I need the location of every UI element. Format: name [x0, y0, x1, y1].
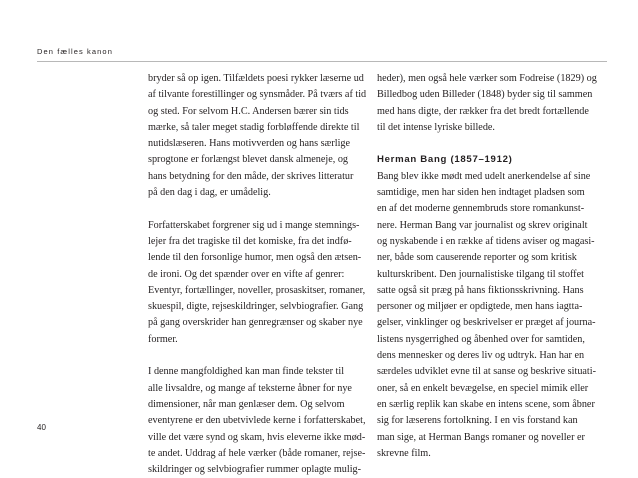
text-line: kulturskribent. Den journalistiske tilgang til stoffet: [377, 268, 584, 280]
text-line: nere. Herman Bang var journalist og skrev originalt: [377, 219, 588, 231]
text-line: med hans digte, der rækker fra det bredt fortællende: [377, 105, 589, 117]
text-line: I denne mangfoldighed kan man finde tekster til: [148, 366, 345, 378]
text-line: hans betydning for den måde, der skrives litteratur: [148, 170, 354, 182]
text-line: ner, både som causerende reporter og som kritisk: [377, 252, 577, 264]
text-line: til det intense lyriske billede.: [377, 121, 495, 133]
section-heading: Herman Bang (1857–1912): [377, 154, 513, 166]
text-line: dens mennesker og deres liv og udtryk. Han har en: [377, 350, 585, 362]
text-line: Forfatterskabet forgrener sig ud i mange stemnings-: [148, 219, 360, 231]
text-line: Eventyr, fortællinger, noveller, prosaskitser, romaner,: [148, 284, 366, 296]
text-line: særdeles udviklet evne til at sanse og beskrive situati-: [377, 366, 596, 378]
text-line: Bang blev ikke mødt med udelt anerkendelse af sine: [377, 170, 591, 182]
paragraph-gap: [148, 348, 370, 364]
text-line: nutidslæseren. Hans motivverden og hans særlige: [148, 138, 351, 150]
page-number: 40: [37, 423, 46, 432]
text-line: alle livsaldre, og mange af teksterne åbner for nye: [148, 382, 352, 394]
right-text-column: [377, 71, 599, 462]
text-line: de ironi. Og det spænder over en vifte af genrer:: [148, 268, 345, 280]
text-line: te andet. Uddrag af hele værker (både romaner, rejse-: [148, 447, 366, 459]
text-line: og sted. For selvom H.C. Andersen bærer sin tids: [148, 105, 349, 117]
text-line: eventyrene er den ubetvivlede kerne i forfatterskabet,: [148, 415, 366, 427]
text-line: gelser, vinklinger og beskrivelser er præget af journa-: [377, 317, 596, 329]
paragraph-gap: [377, 136, 599, 152]
text-line: ville det være synd og skam, hvis eleverne ikke mød-: [148, 431, 366, 443]
text-line: former.: [148, 333, 178, 345]
header-divider: [37, 61, 607, 62]
text-line: bryder så op igen. Tilfældets poesi rykker læserne ud: [148, 73, 364, 84]
running-header: Den fælles kanon: [37, 47, 113, 56]
text-line: lende til den forsonlige humor, men også den ætsen-: [148, 252, 362, 264]
text-line: skildringer og selvbiografier rummer oplagte mulig-: [148, 464, 362, 476]
text-line: heder), men også hele værker som Fodreise (1829) og: [377, 73, 597, 84]
text-line: lejer fra det tragiske til det komiske, fra det indfø-: [148, 235, 352, 247]
text-line: sprogtone er forlængst blevet dansk almeneje, og: [148, 154, 349, 166]
paragraph-gap: [148, 201, 370, 217]
text-line: personer og miljøer er opdigtede, men hans iagtta-: [377, 301, 583, 313]
text-line: på den dag i dag, er umådelig.: [148, 187, 271, 199]
text-line: oner, så en enkelt bevægelse, en speciel mimik eller: [377, 382, 589, 394]
text-line: man sige, at Herman Bangs romaner og noveller er: [377, 431, 585, 443]
text-line: Billedbog uden Billeder (1848) byder sig til sammen: [377, 89, 593, 101]
text-line: satte også sit præg på hans fiktionsskrivning. Hans: [377, 284, 584, 296]
text-line: skrevne film.: [377, 447, 431, 459]
left-text-column: [148, 71, 370, 478]
text-line: skuespil, digte, rejseskildringer, selvbiografier. Gang: [148, 301, 364, 313]
text-line: listens nysgerrighed og åbenhed over for samtiden,: [377, 333, 585, 345]
text-line: dimensioner, når man genlæser dem. Og selvom: [148, 398, 345, 410]
text-line: af tilvante forestillinger og synsmåder. På tværs af tid: [148, 89, 367, 101]
text-line: en af det moderne gennembruds store romankunst-: [377, 203, 585, 215]
text-line: og nyskabende i en række af tidens aviser og magasi-: [377, 235, 595, 247]
text-line: på gang overskrider han genregrænser og skaber nye: [148, 317, 363, 329]
text-line: mærke, så taler meget stadig forbløffende direkte til: [148, 121, 360, 133]
text-line: en særlig replik kan skabe en intens scene, som åbner: [377, 398, 595, 410]
text-line: sig for læserens fortolkning. I en vis forstand kan: [377, 415, 578, 427]
text-line: samtidige, men har siden hen indtaget pladsen som: [377, 187, 585, 199]
